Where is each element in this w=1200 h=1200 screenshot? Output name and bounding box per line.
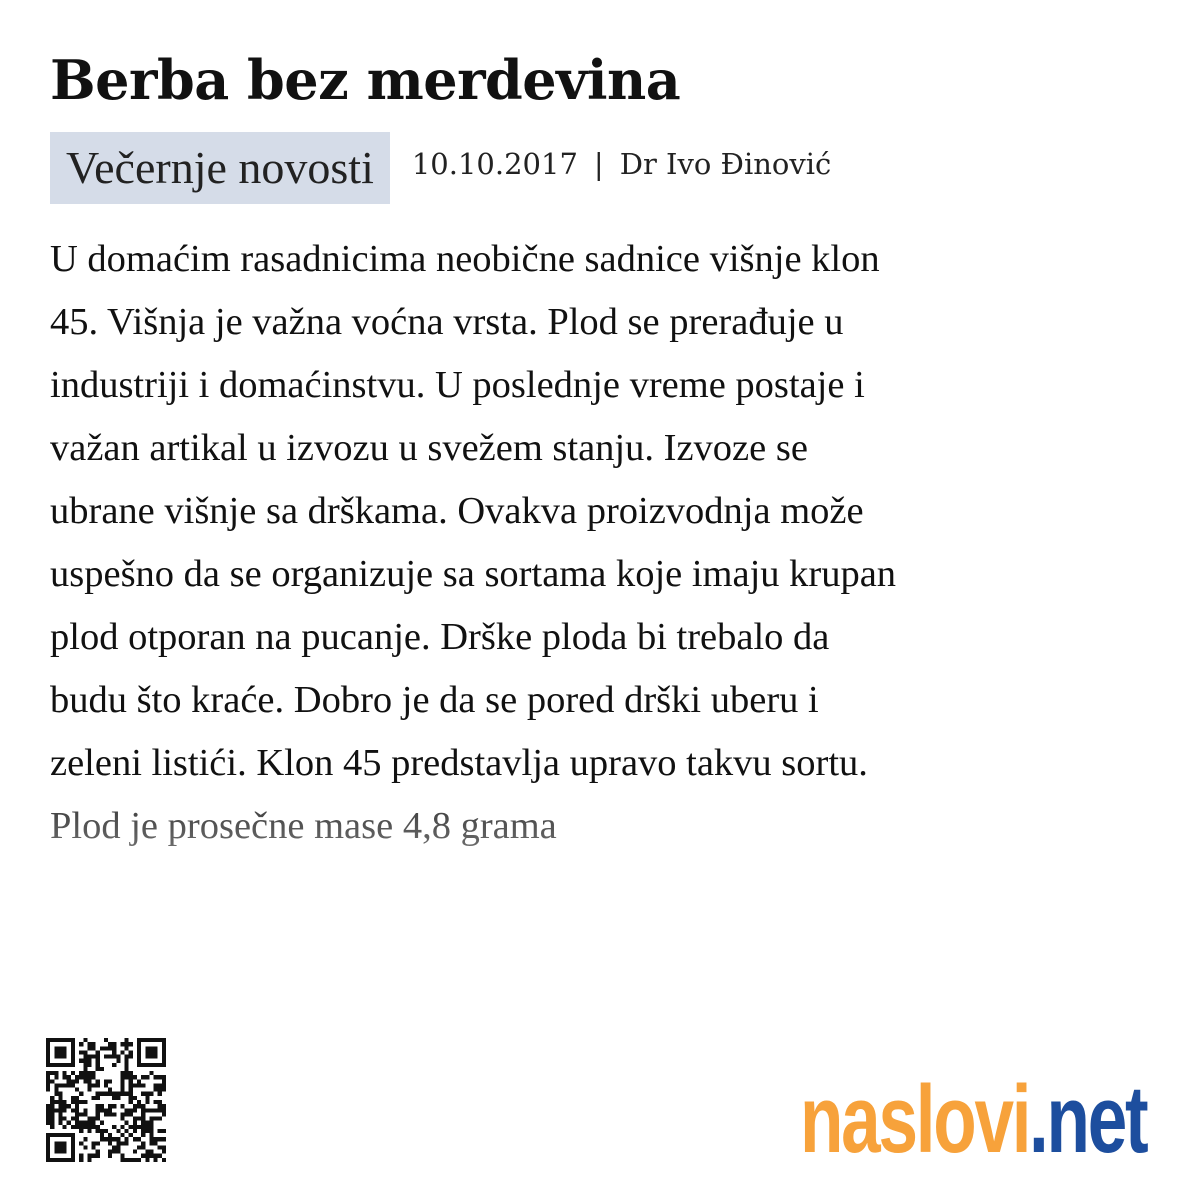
body-line: 45. Višnja je važna voćna vrsta. Plod se prerađuje u [50,301,844,343]
body-line: ubrane višnje sa drškama. Ovakva proizvodnja može [50,490,864,532]
body-line-faded: Plod je prosečne mase 4,8 grama [50,795,1160,858]
meta-separator: | [593,147,604,181]
article-body [50,228,1160,858]
body-line: uspešno da se organizuje sa sortama koje imaju krupan [50,553,897,595]
body-line: plod otporan na pucanje. Drške ploda bi trebalo da [50,616,830,658]
article-date: 10.10.2017 [411,147,578,181]
qr-code-icon[interactable] [46,1038,166,1162]
body-line: zeleni listići. Klon 45 predstavlja upravo takvu sortu. [50,742,868,784]
body-line: budu što kraće. Dobro je da se pored drški uberu i [50,679,819,721]
article-byline [412,147,831,181]
article-author: Dr Ivo Đinović [619,147,832,181]
article-meta [50,132,831,204]
source-badge: Večernje novosti [50,132,390,204]
article-title: Berba bez merdevina [50,48,681,112]
logo-text-naslovi: naslovi [800,1066,1030,1173]
logo-text-net: .net [1029,1066,1147,1173]
naslovi-logo[interactable] [800,1058,1188,1173]
body-line: važan artikal u izvozu u svežem stanju. Izvoze se [50,427,808,469]
body-line: U domaćim rasadnicima neobične sadnice višnje klon [50,238,880,280]
body-line: industriji i domaćinstvu. U poslednje vreme postaje i [50,364,865,406]
